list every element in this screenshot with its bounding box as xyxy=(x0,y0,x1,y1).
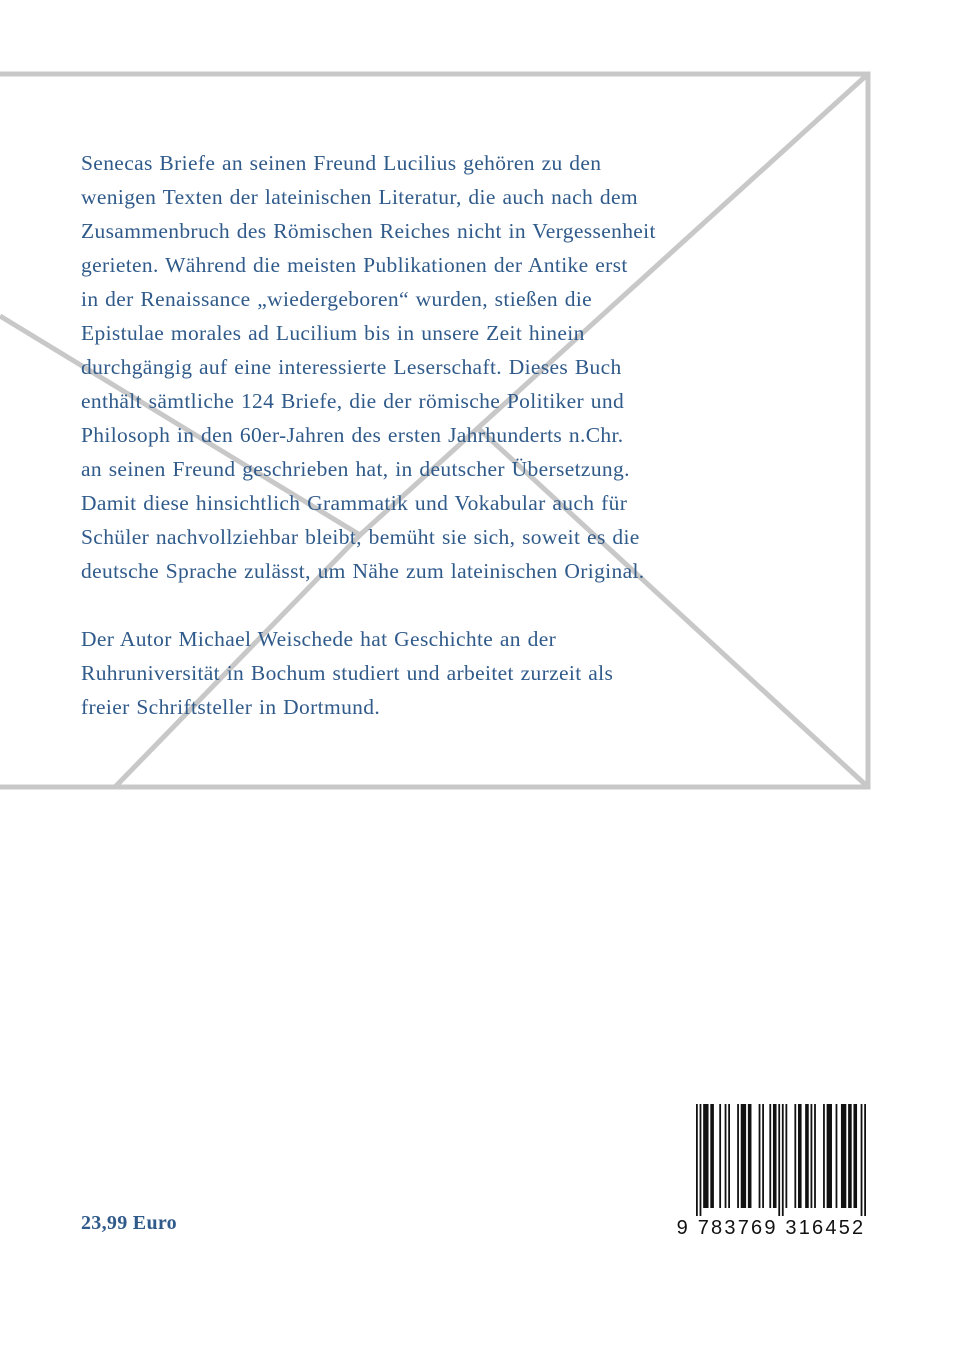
barcode-bar xyxy=(778,1104,780,1216)
blurb-line: gerieten. Während die meisten Publikationen der Antike erst xyxy=(81,253,628,277)
blurb-line: wenigen Texten der lateinischen Literatur, die auch nach dem xyxy=(81,185,638,209)
barcode-bar xyxy=(823,1104,825,1208)
blurb-line: deutsche Sprache zulässt, um Nähe zum lateinischen Original. xyxy=(81,559,645,583)
blurb-paragraph-author xyxy=(81,622,826,724)
barcode-bar xyxy=(710,1104,714,1208)
barcode-bar xyxy=(782,1104,784,1216)
barcode-bar xyxy=(759,1104,761,1208)
blurb-line: Schüler nachvollziehbar bleibt, bemüht sie sich, soweit es die xyxy=(81,525,640,549)
barcode-bar xyxy=(805,1104,809,1208)
blurb-line: Zusammenbruch des Römischen Reiches nicht in Vergessenheit xyxy=(81,219,656,243)
barcode-bar xyxy=(741,1104,746,1208)
barcode-bar xyxy=(696,1104,698,1216)
blurb-line: Epistulae morales ad Lucilium bis in unsere Zeit hinein xyxy=(81,321,585,345)
isbn-barcode xyxy=(676,1104,866,1244)
blurb-line: freier Schriftsteller in Dortmund. xyxy=(81,695,381,719)
blurb-line: Damit diese hinsichtlich Grammatik und Vokabular auch für xyxy=(81,491,628,515)
price-label: 23,99 Euro xyxy=(81,1212,177,1234)
blurb-paragraph-description xyxy=(81,146,826,588)
barcode-bar xyxy=(827,1104,832,1208)
barcode-bar xyxy=(861,1104,863,1216)
blurb-line: Der Autor Michael Weischede hat Geschichte an der xyxy=(81,627,557,651)
barcode-bar xyxy=(811,1104,813,1208)
barcode-bar xyxy=(737,1104,739,1208)
barcode-number: 9 783769 316452 xyxy=(676,1217,866,1239)
barcode-bar xyxy=(864,1104,866,1216)
barcode-bar xyxy=(748,1104,752,1208)
blurb-line: Philosoph in den 60er-Jahren des ersten Jahrhunderts n.Chr. xyxy=(81,423,624,447)
barcode-bar xyxy=(794,1104,796,1208)
barcode-bar xyxy=(769,1104,771,1208)
barcode-bar xyxy=(798,1104,802,1208)
blurb-line: Senecas Briefe an seinen Freund Lucilius gehören zu den xyxy=(81,151,602,175)
blurb-line: an seinen Freund geschrieben hat, in deutscher Übersetzung. xyxy=(81,457,630,481)
barcode-bar xyxy=(725,1104,727,1208)
barcode-bar xyxy=(703,1104,708,1208)
barcode-bar xyxy=(836,1104,838,1208)
barcode-bar xyxy=(773,1104,777,1208)
blurb-line: Ruhruniversität in Bochum studiert und arbeitet zurzeit als xyxy=(81,661,614,685)
barcode-bar xyxy=(848,1104,852,1208)
barcode-bar xyxy=(814,1104,816,1208)
blurb-line: durchgängig auf eine interessierte Leserschaft. Dieses Buch xyxy=(81,355,622,379)
barcode-bar xyxy=(728,1104,730,1208)
barcode-bars xyxy=(676,1104,866,1216)
blurb-line: in der Renaissance „wiedergeboren“ wurden, stießen die xyxy=(81,287,593,311)
barcode-bar xyxy=(700,1104,702,1216)
back-cover-blurb xyxy=(81,146,826,724)
barcode-bar xyxy=(785,1104,787,1208)
barcode-bar xyxy=(853,1104,857,1208)
barcode-bar xyxy=(719,1104,721,1208)
barcode-bar xyxy=(762,1104,764,1208)
blurb-line: enthält sämtliche 124 Briefe, die der römische Politiker und xyxy=(81,389,625,413)
barcode-bar xyxy=(841,1104,846,1208)
